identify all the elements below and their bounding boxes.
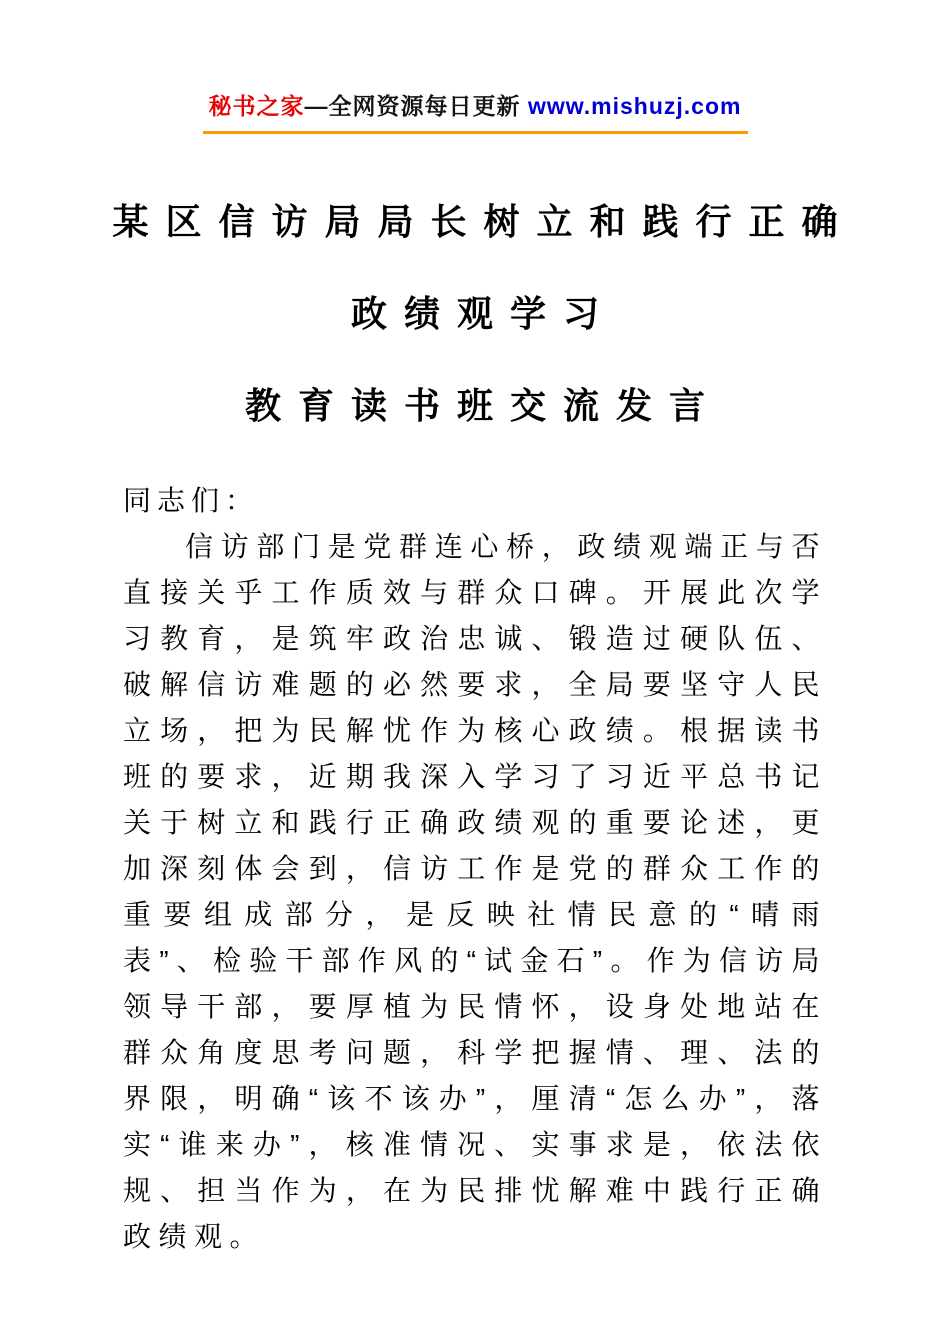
site-header <box>0 88 950 121</box>
header-underline <box>203 131 748 134</box>
salutation: 同志们： <box>123 485 260 516</box>
document-title <box>0 202 950 426</box>
title-line-1: 某区信访局局长树立和践行正确 <box>112 201 855 242</box>
site-url-link[interactable]: www.mishuzj.com <box>527 93 742 119</box>
site-name: 秘书之家 <box>208 93 305 119</box>
title-line-3: 教育读书班交流发言 <box>244 385 722 426</box>
title-line-2: 政绩观学习 <box>350 293 616 334</box>
document-body <box>123 478 827 1260</box>
site-tagline: —全网资源每日更新 <box>304 93 528 119</box>
paragraph-1: 信访部门是党群连心桥，政绩观端正与否直接关乎工作质效与群众口碑。开展此次学习教育，是筑牢政治忠诚、锻造过硬队伍、破解信访难题的必然要求，全局要坚守人民立场，把为民解忧作为核心政绩。根据读书班的要求，近期我深入学习了习近平总书记关于树立和践行正确政绩观的重要论述，更加深刻体会到，信访工作是党的群众工作的重要组成部分，是反映社情民意的“晴雨表”、检验干部作风的“试金石”。作为信访局领导干部，要厚植为民情怀，设身处地站在群众角度思考问题，科学把握情、理、法的界限，明确“该不该办”，厘清“怎么办”，落实“谁来办”，核准情况、实事求是，依法依规、担当作为，在为民排忧解难中践行正确政绩观。 <box>123 531 827 1252</box>
